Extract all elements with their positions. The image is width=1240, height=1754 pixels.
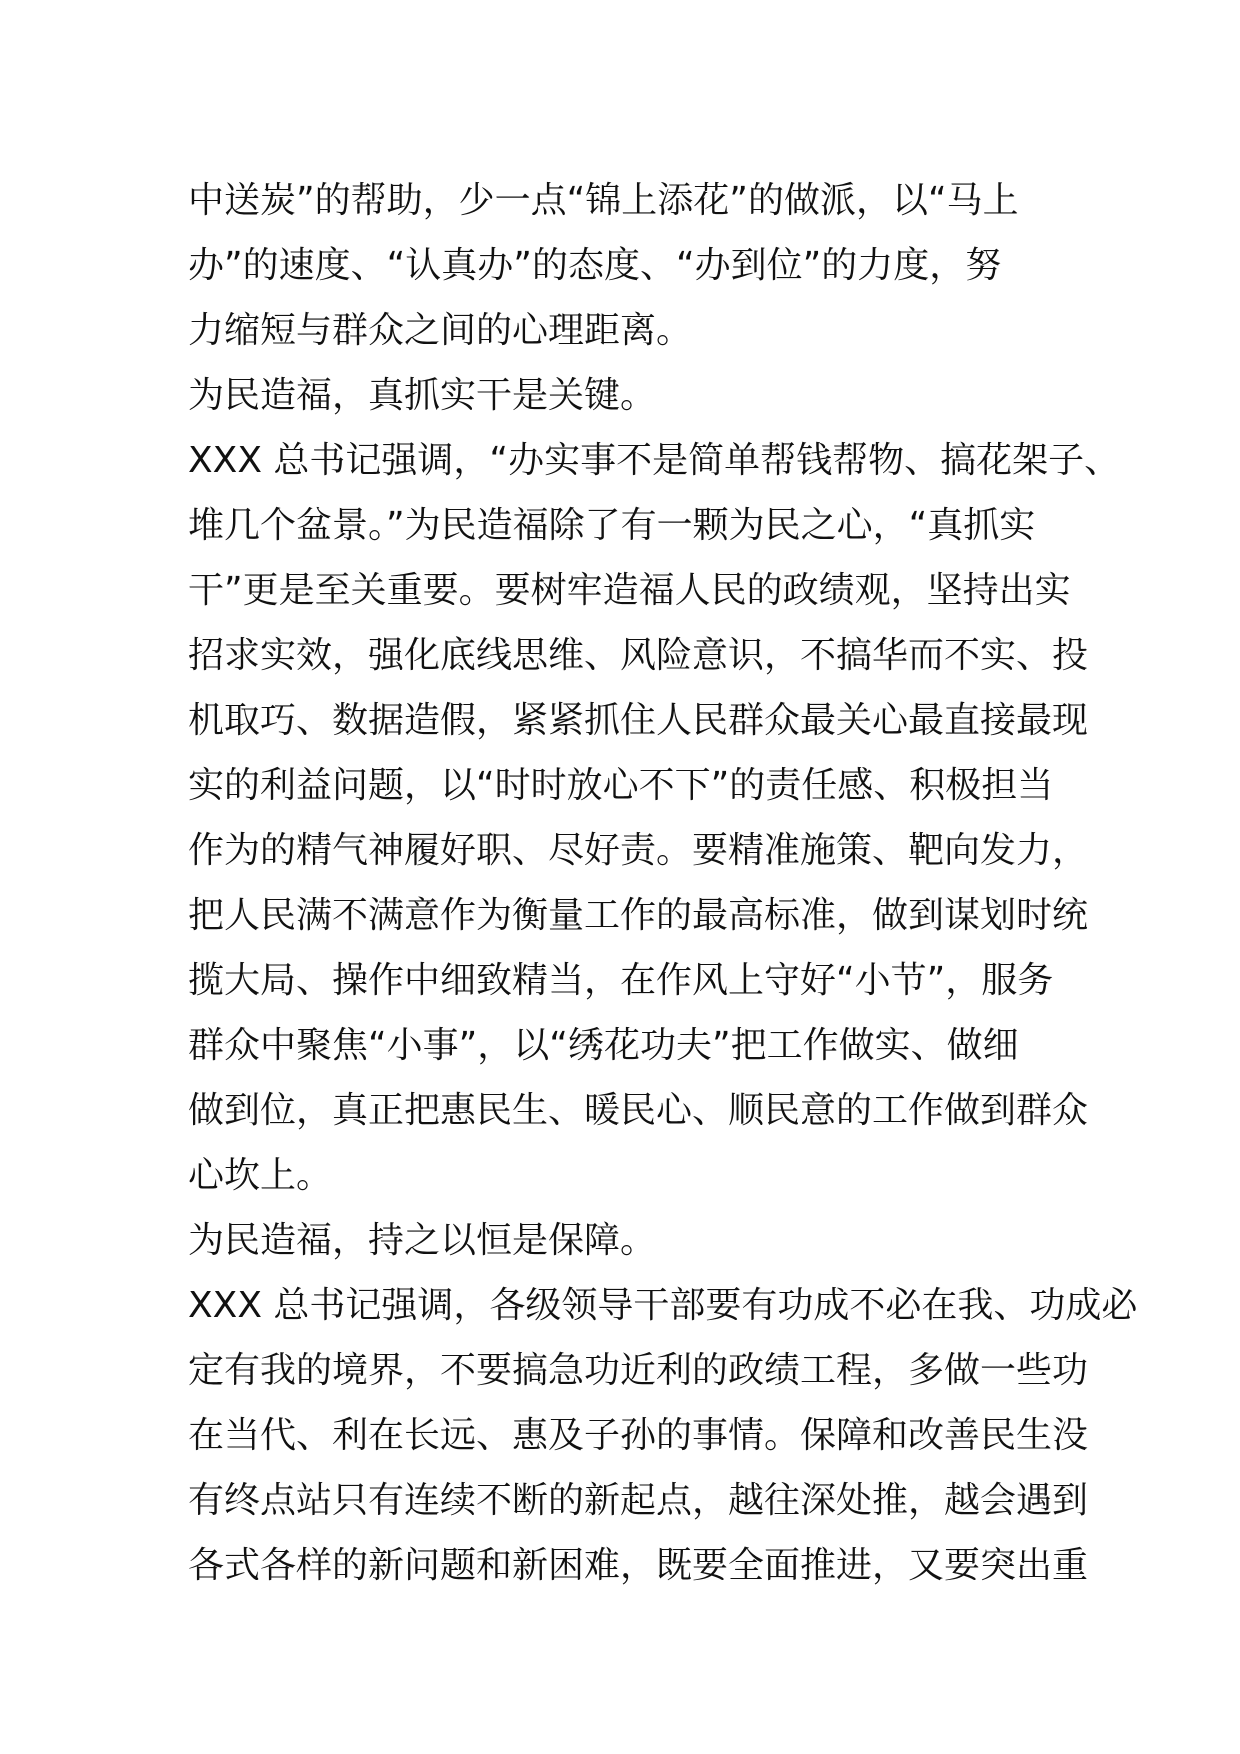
text-line: 机取巧、数据造假，紧紧抓住人民群众最关心最直接最现	[188, 700, 1089, 741]
text-line: 群众中聚焦“小事”，以“绣花功夫”把工作做实、做细	[188, 1025, 1019, 1066]
text-line: XXX 总书记强调，“办实事不是简单帮钱帮物、搞花架子、	[188, 440, 1121, 481]
section-heading: 为民造福，真抓实干是关键。	[188, 375, 657, 416]
text-line: 心坎上。	[188, 1155, 333, 1196]
text-line: 有终点站只有连续不断的新起点，越往深处推，越会遇到	[188, 1480, 1089, 1521]
text-line: 干”更是至关重要。要树牢造福人民的政绩观，坚持出实	[188, 570, 1071, 611]
text-line: 定有我的境界，不要搞急功近利的政绩工程，多做一些功	[188, 1350, 1089, 1391]
body-text	[188, 168, 1138, 1598]
section-heading: 为民造福，持之以恒是保障。	[188, 1220, 657, 1261]
text-line: 力缩短与群众之间的心理距离。	[188, 310, 693, 351]
text-line: 各式各样的新问题和新困难，既要全面推进，又要突出重	[188, 1545, 1089, 1586]
text-line: XXX 总书记强调，各级领导干部要有功成不必在我、功成必	[188, 1285, 1138, 1326]
text-line: 在当代、利在长远、惠及子孙的事情。保障和改善民生没	[188, 1415, 1089, 1456]
text-line: 中送炭”的帮助，少一点“锦上添花”的做派，以“马上	[188, 180, 1019, 221]
text-line: 实的利益问题，以“时时放心不下”的责任感、积极担当	[188, 765, 1054, 806]
text-line: 办”的速度、“认真办”的态度、“办到位”的力度，努	[188, 245, 1002, 286]
text-line: 做到位，真正把惠民生、暖民心、顺民意的工作做到群众	[188, 1090, 1089, 1131]
text-line: 堆几个盆景。”为民造福除了有一颗为民之心，“真抓实	[188, 505, 1036, 546]
text-line: 揽大局、操作中细致精当，在作风上守好“小节”，服务	[188, 960, 1054, 1001]
text-line: 作为的精气神履好职、尽好责。要精准施策、靶向发力，	[188, 830, 1089, 871]
text-line: 把人民满不满意作为衡量工作的最高标准，做到谋划时统	[188, 895, 1089, 936]
text-line: 招求实效，强化底线思维、风险意识，不搞华而不实、投	[188, 635, 1089, 676]
